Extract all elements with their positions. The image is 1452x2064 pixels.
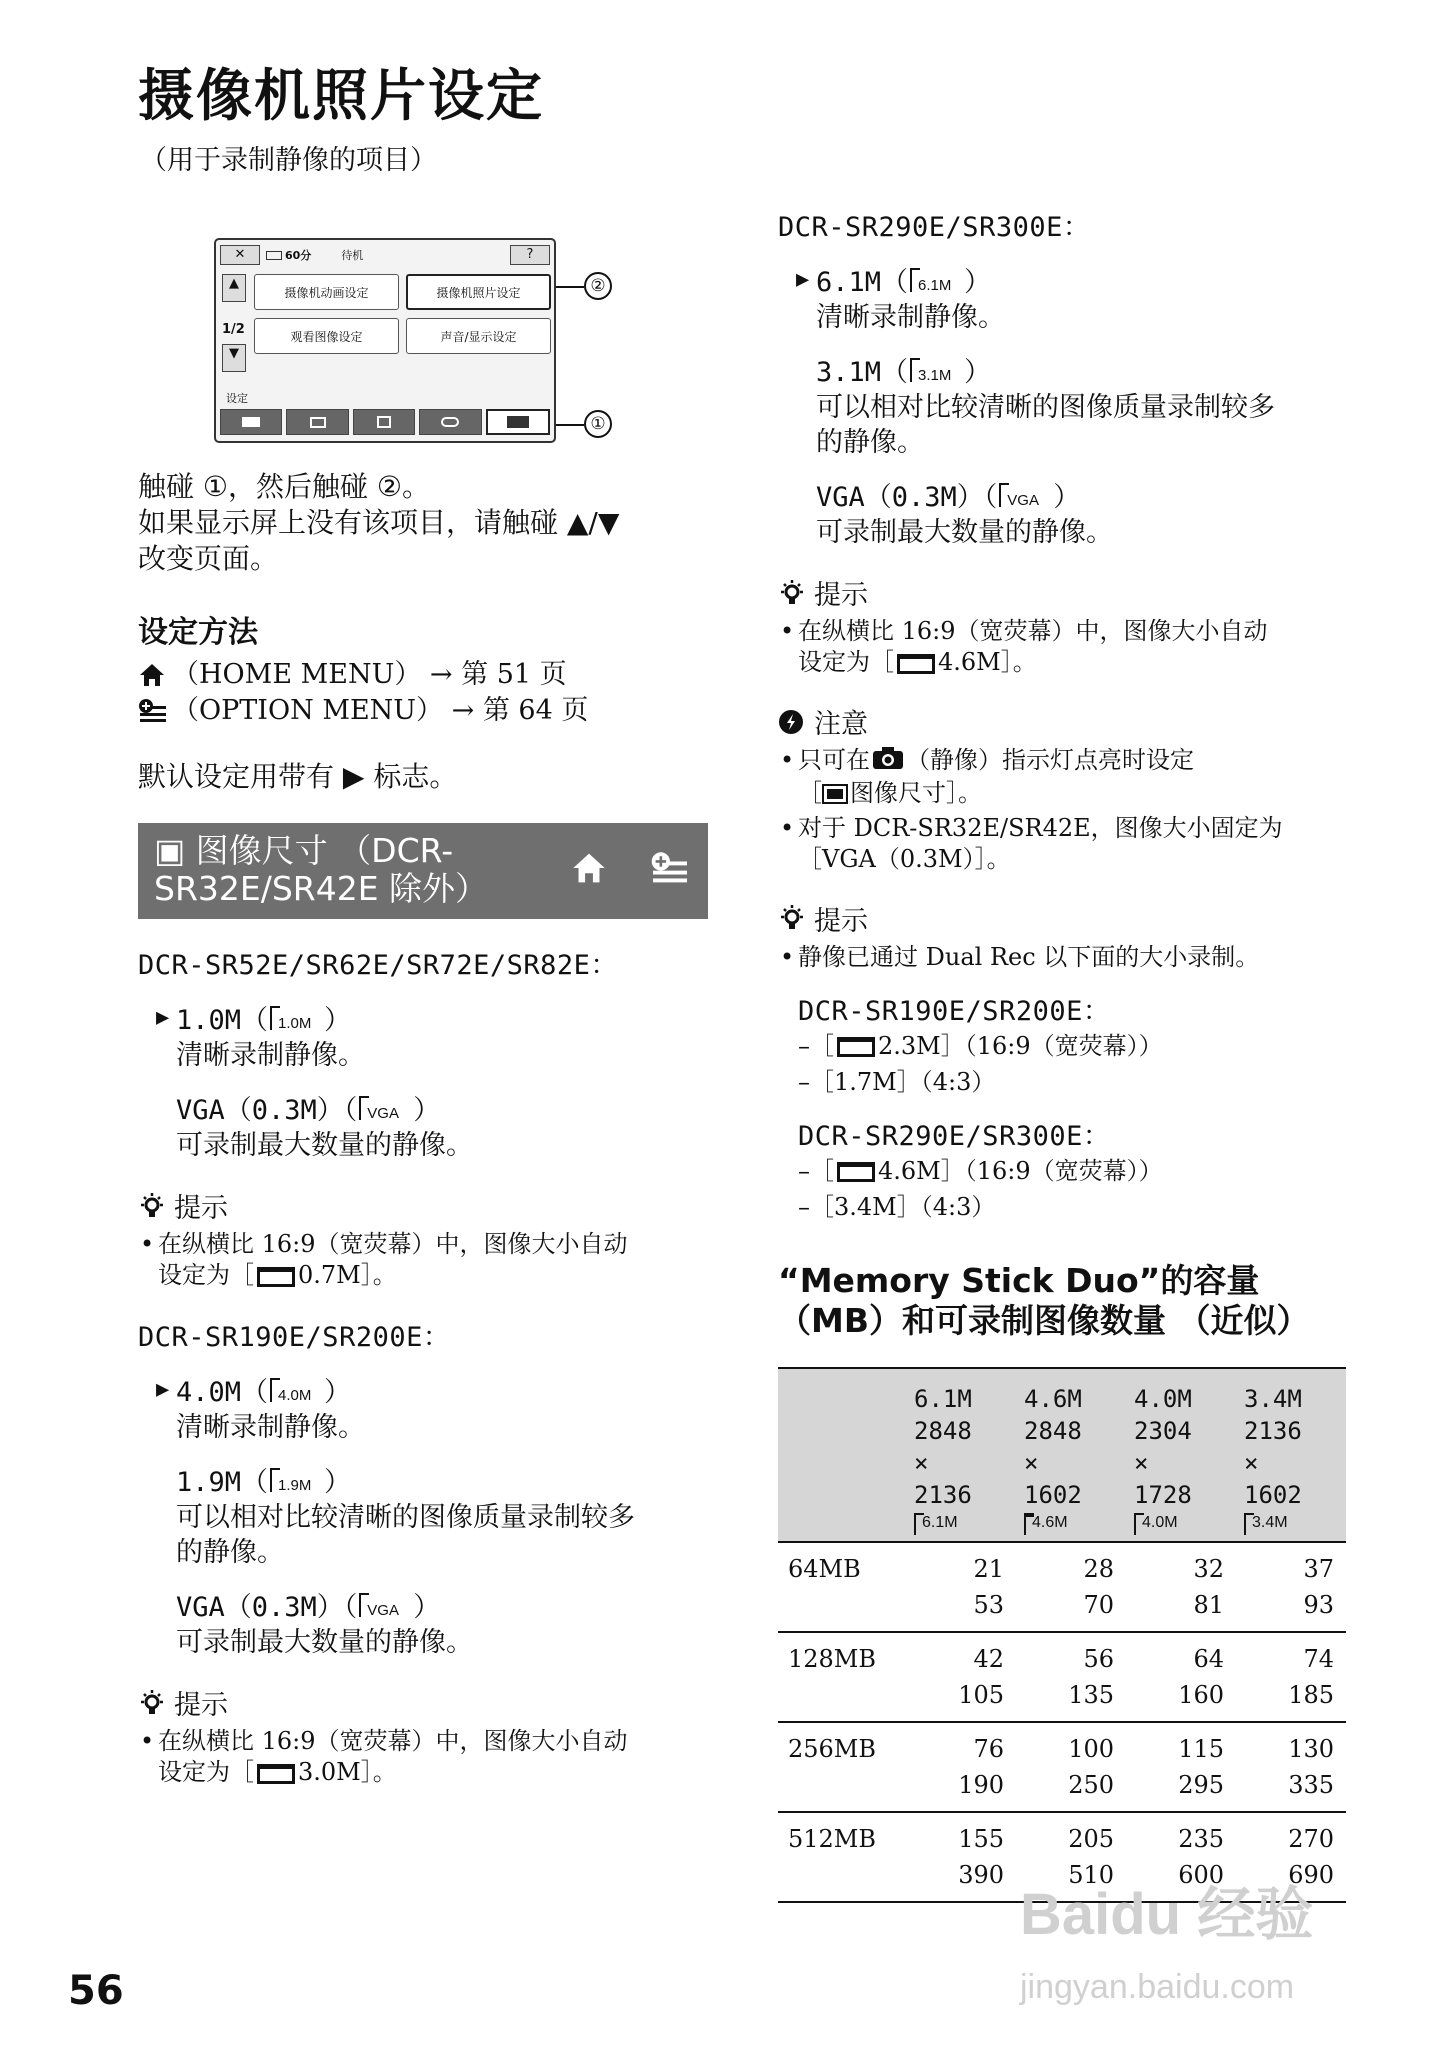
image-size-icon	[270, 1004, 322, 1032]
dual-rec-size: –［3.4M］（4:3）	[798, 1192, 996, 1221]
option-menu-icon	[650, 851, 690, 893]
header-size: 6.1M	[914, 1384, 972, 1413]
image-size-icon-text: 3.1M	[918, 366, 952, 384]
banner-line-1: ▣ 图像尺寸 （DCR-	[154, 831, 454, 870]
capacity-cell: 128MB	[788, 1644, 877, 1673]
capacity-heading	[778, 1261, 1346, 1341]
default-marker-icon: ▶	[156, 1005, 170, 1030]
watermark-url: jingyan.baidu.com	[1020, 1968, 1295, 2006]
wide-screen-icon	[257, 1267, 295, 1287]
size-option: ▶ 1.0M（ 1.0M ） 清晰录制静像。	[156, 998, 708, 1072]
close-button[interactable]: ✕	[220, 245, 260, 265]
lightbulb-icon	[778, 578, 814, 608]
tip-text: 3.0M］。	[298, 1758, 397, 1786]
disc-icon	[441, 417, 459, 427]
image-size-icon	[999, 481, 1051, 509]
device-screen	[214, 238, 556, 443]
table-header-cell	[1126, 1368, 1236, 1542]
note-text: （静像）指示灯点亮时设定	[906, 746, 1194, 774]
watermark-logo: Baidu 经验	[1020, 1882, 1314, 1947]
instruction-line: 如果显示屏上没有该项目，请触碰 ▲/▼	[138, 506, 620, 539]
model-heading: DCR-SR52E/SR62E/SR72E/SR82E：	[138, 950, 618, 981]
header-size: 3.4M	[1244, 1384, 1302, 1413]
option-menu-icon	[138, 698, 172, 724]
page-up-button[interactable]: ▲	[222, 274, 246, 302]
caution-icon	[778, 709, 814, 735]
image-size-icon	[359, 1591, 411, 1619]
tip-bullet: • 静像已通过 Dual Rec 以下面的大小录制。	[778, 942, 1346, 973]
page-subtitle: （用于录制静像的项目）	[140, 145, 437, 176]
tab-manage[interactable]	[353, 409, 415, 435]
menu-item-sound-display-settings[interactable]: 声音/显示设定	[406, 318, 551, 354]
default-marker-icon: ▶	[156, 1377, 170, 1402]
table-row	[778, 1722, 1346, 1812]
count-cell: 64 160	[1178, 1644, 1224, 1709]
tip-text: 0.7M］。	[298, 1261, 397, 1289]
wide-screen-icon	[837, 1162, 875, 1182]
table-header-cell	[1016, 1368, 1126, 1542]
instruction-line: 改变页面。	[138, 542, 279, 575]
wide-image-size-icon	[1024, 1511, 1080, 1537]
model-heading: DCR-SR190E/SR200E：	[798, 995, 1111, 1027]
option-description: 清晰录制静像。	[816, 302, 1005, 333]
page-down-button[interactable]: ▼	[222, 344, 246, 372]
count-cell: 32 81	[1193, 1554, 1224, 1619]
left-column	[138, 238, 708, 1788]
option-description: 的静像。	[816, 427, 924, 458]
size-option: 3.1M（ 3.1M ） 可以相对比较清晰的图像质量录制较多 的静像。	[796, 350, 1346, 459]
default-marker-icon: ▶	[796, 267, 810, 292]
image-size-icon	[359, 1094, 411, 1122]
image-size-icon-text: 3.4M	[1252, 1513, 1288, 1531]
callout-line-1	[556, 424, 584, 426]
note-bullet	[778, 813, 1346, 875]
note-bullet	[778, 745, 1346, 809]
tip-text: 设定为［	[798, 648, 894, 676]
header-height: 1602	[1244, 1480, 1302, 1509]
model-heading: DCR-SR290E/SR300E：	[778, 212, 1091, 243]
wide-screen-icon	[897, 654, 935, 674]
option-label: VGA（0.3M）（	[176, 1592, 358, 1623]
size-option: ▶ 4.0M（ 4.0M ） 清晰录制静像。	[156, 1370, 708, 1444]
model-heading: DCR-SR290E/SR300E：	[798, 1120, 1111, 1152]
image-size-icon	[910, 266, 962, 294]
table-header-corner	[778, 1368, 906, 1542]
device-screen-illustration	[214, 238, 714, 453]
image-size-icon	[270, 1466, 322, 1494]
tip-text: 设定为［	[158, 1261, 254, 1289]
table-header-cell	[1236, 1368, 1346, 1542]
header-height: 1728	[1134, 1480, 1192, 1509]
capacity-cell: 256MB	[788, 1734, 877, 1763]
size-option: ▶ 6.1M（ 6.1M ） 清晰录制静像。	[796, 260, 1346, 334]
count-cell: 205 510	[1068, 1824, 1114, 1889]
header-width: 2848	[914, 1416, 972, 1445]
note-text: ［VGA（0.3M）］。	[798, 844, 1011, 873]
tip-heading: 提示	[174, 1193, 228, 1224]
tip-heading: 提示	[174, 1690, 228, 1721]
category-label: 设定	[226, 392, 248, 405]
option-label: 1.0M（	[176, 1005, 269, 1036]
menu-item-photo-settings[interactable]: 摄像机照片设定	[406, 274, 551, 310]
option-label: VGA（0.3M）（	[816, 482, 998, 513]
model-heading: DCR-SR190E/SR200E：	[138, 1322, 451, 1353]
tab-playback[interactable]	[286, 409, 348, 435]
image-size-icon-text: 1.9M	[278, 1476, 312, 1494]
dual-rec-size: 2.3M］（16:9（宽荧幕））	[878, 1031, 1163, 1060]
menu-item-view-settings[interactable]: 观看图像设定	[254, 318, 399, 354]
count-cell: 37 93	[1303, 1554, 1334, 1619]
note-heading: 注意	[814, 709, 868, 740]
size-option: VGA（0.3M）（ VGA ） 可录制最大数量的静像。	[796, 475, 1346, 549]
option-label: 4.0M（	[176, 1377, 269, 1408]
count-cell: 235 600	[1178, 1824, 1224, 1889]
tip-heading: 提示	[814, 580, 868, 611]
count-cell: 100 250	[1068, 1734, 1114, 1799]
header-times: ×	[1244, 1448, 1259, 1477]
count-cell: 56 135	[1068, 1644, 1114, 1709]
size-option: VGA（0.3M）（ VGA ） 可录制最大数量的静像。	[156, 1088, 708, 1162]
tip-text: 4.6M］。	[938, 648, 1037, 676]
image-size-icon-text: 6.1M	[922, 1513, 958, 1531]
header-width: 2136	[1244, 1416, 1302, 1445]
image-size-icon-text: VGA	[367, 1104, 399, 1122]
count-cell: 76 190	[958, 1734, 1004, 1799]
image-size-icon	[822, 784, 848, 804]
count-cell: 155 390	[958, 1824, 1004, 1889]
option-description: 的静像。	[176, 1537, 284, 1568]
tip-text: • 在纵横比 16:9（宽荧幕）中，图像大小自动	[158, 1727, 628, 1755]
image-size-icon	[1134, 1511, 1190, 1537]
header-width: 2304	[1134, 1416, 1192, 1445]
header-times: ×	[914, 1448, 929, 1477]
option-description: 可录制最大数量的静像。	[176, 1627, 473, 1658]
wide-screen-icon	[257, 1764, 295, 1784]
battery-icon	[266, 251, 282, 260]
lightbulb-icon	[138, 1688, 174, 1718]
tip-text: • 在纵横比 16:9（宽荧幕）中，图像大小自动	[798, 617, 1268, 645]
header-times: ×	[1024, 1448, 1039, 1477]
video-camera-icon	[242, 417, 260, 427]
dual-rec-size: –［1.7M］（4:3）	[798, 1067, 996, 1096]
image-size-banner	[138, 823, 708, 919]
tip-heading: 提示	[814, 905, 868, 937]
image-size-icon-text: VGA	[1007, 491, 1039, 509]
image-size-icon	[1244, 1511, 1300, 1537]
tip-bullet	[138, 1229, 708, 1291]
count-cell: 28 70	[1083, 1554, 1114, 1619]
banner-line-2: SR32E/SR42E 除外）	[154, 869, 489, 908]
note-text: ［	[798, 778, 822, 807]
image-size-icon-text: 4.0M	[1142, 1513, 1178, 1531]
image-size-icon-text: VGA	[367, 1601, 399, 1619]
image-size-icon	[910, 356, 962, 384]
right-column	[778, 205, 1346, 1903]
option-description: 清晰录制静像。	[176, 1412, 365, 1443]
battery-remaining: 60分	[285, 249, 312, 262]
header-height: 2136	[914, 1480, 972, 1509]
image-size-icon-text: 1.0M	[278, 1014, 312, 1032]
size-option: 1.9M（ 1.9M ） 可以相对比较清晰的图像质量录制较多 的静像。	[156, 1460, 708, 1569]
status-text: 待机	[341, 249, 364, 262]
count-cell: 42 105	[958, 1644, 1004, 1709]
help-button[interactable]: ?	[510, 245, 550, 265]
note-text: 图像尺寸］。	[850, 778, 982, 807]
page-indicator: 1/2	[222, 322, 245, 337]
size-option: VGA（0.3M）（ VGA ） 可录制最大数量的静像。	[156, 1585, 708, 1659]
header-height: 1602	[1024, 1480, 1082, 1509]
capacity-table	[778, 1367, 1346, 1903]
count-cell: 74 185	[1288, 1644, 1334, 1709]
home-icon	[138, 662, 172, 688]
option-label: 3.1M（	[816, 357, 909, 388]
method-heading: 设定方法	[138, 615, 258, 650]
home-menu-reference: （HOME MENU） → 第 51 页	[172, 659, 567, 690]
image-size-icon	[270, 1376, 322, 1404]
tab-other[interactable]	[419, 409, 481, 435]
option-description: 可以相对比较清晰的图像质量录制较多	[176, 1502, 635, 1533]
callout-line-2	[556, 286, 584, 288]
tip-bullet	[138, 1726, 708, 1788]
page-number: 56	[68, 1968, 124, 2014]
grid-icon	[377, 416, 391, 428]
table-row	[778, 1632, 1346, 1722]
table-header-cell	[906, 1368, 1016, 1542]
option-description: 可录制最大数量的静像。	[816, 517, 1113, 548]
lightbulb-icon	[778, 903, 814, 933]
option-label: 6.1M（	[816, 267, 909, 298]
dual-rec-size: 4.6M］（16:9（宽荧幕））	[878, 1156, 1163, 1185]
capacity-cell: 512MB	[788, 1824, 877, 1853]
count-cell: 21 53	[973, 1554, 1004, 1619]
capacity-heading-line: （MB）和可录制图像数量 （近似）	[778, 1300, 1310, 1340]
header-size: 4.6M	[1024, 1384, 1082, 1413]
image-size-icon-text: 4.0M	[278, 1386, 312, 1404]
dual-rec-size: –［	[798, 1156, 834, 1185]
option-menu-reference: （OPTION MENU） → 第 64 页	[172, 695, 589, 726]
image-size-icon	[914, 1511, 970, 1537]
option-description: 可录制最大数量的静像。	[176, 1130, 473, 1161]
option-description: 可以相对比较清晰的图像质量录制较多	[816, 392, 1275, 423]
header-times: ×	[1134, 1448, 1149, 1477]
home-icon	[570, 851, 608, 893]
count-cell: 115 295	[1178, 1734, 1224, 1799]
tab-camera-movie[interactable]	[220, 409, 282, 435]
tip-bullet	[778, 616, 1346, 678]
count-cell: 270 690	[1288, 1824, 1334, 1889]
page-title: 摄像机照片设定	[138, 64, 544, 129]
note-text: • 对于 DCR-SR32E/SR42E，图像大小固定为	[798, 813, 1283, 842]
callout-number-2: ②	[584, 272, 612, 300]
playback-icon	[310, 417, 326, 428]
option-label: VGA（0.3M）（	[176, 1095, 358, 1126]
instruction-line: 触碰 ①，然后触碰 ②。	[138, 470, 431, 503]
table-row	[778, 1542, 1346, 1632]
header-size: 4.0M	[1134, 1384, 1192, 1413]
menu-item-movie-settings[interactable]: 摄像机动画设定	[254, 274, 399, 310]
dual-rec-size: –［	[798, 1031, 834, 1060]
image-size-icon-text: 6.1M	[918, 276, 952, 294]
image-size-icon-text: 4.6M	[1032, 1513, 1068, 1531]
default-setting-note: 默认设定用带有 ▶ 标志。	[138, 760, 458, 793]
baidu-watermark	[1020, 1880, 1360, 2040]
tip-text: • 在纵横比 16:9（宽荧幕）中，图像大小自动	[158, 1230, 628, 1258]
tip-text: 设定为［	[158, 1758, 254, 1786]
toolbox-icon	[507, 416, 529, 428]
wide-screen-icon	[837, 1037, 875, 1057]
option-label: 1.9M（	[176, 1467, 269, 1498]
capacity-cell: 64MB	[788, 1554, 861, 1583]
callout-number-1: ①	[584, 410, 612, 438]
option-description: 清晰录制静像。	[176, 1040, 365, 1071]
count-cell: 130 335	[1288, 1734, 1334, 1799]
camera-icon	[872, 746, 904, 778]
header-width: 2848	[1024, 1416, 1082, 1445]
category-tab-bar	[220, 409, 550, 435]
lightbulb-icon	[138, 1191, 174, 1221]
capacity-heading-line: “Memory Stick Duo”的容量	[778, 1260, 1260, 1300]
table-header-row	[778, 1368, 1346, 1542]
note-text: 只可在	[798, 746, 870, 774]
tab-settings[interactable]	[486, 409, 550, 435]
